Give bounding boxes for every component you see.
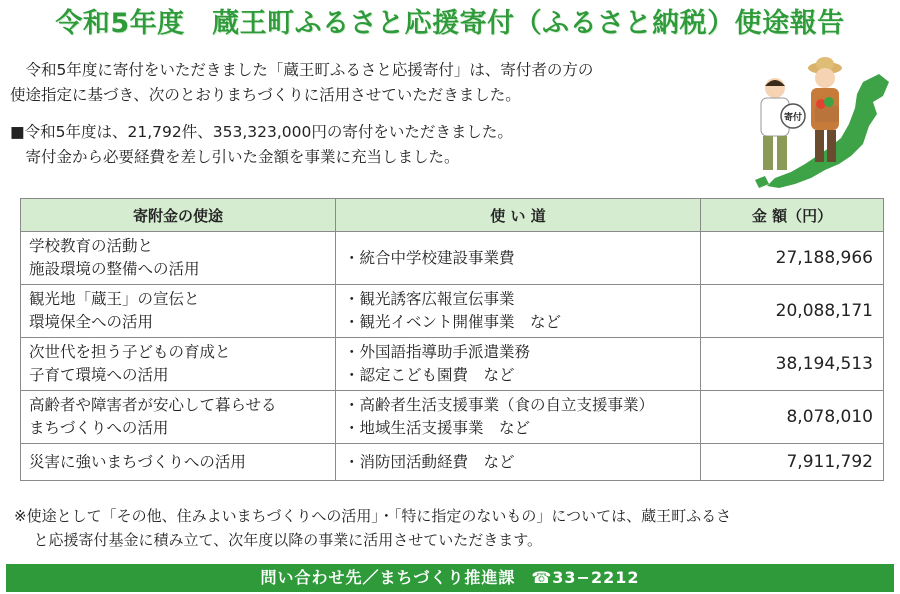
footnote	[14, 504, 890, 552]
table-row	[21, 232, 884, 285]
amount-cell: 27,188,966	[701, 232, 884, 285]
purpose-cell: 災害に強いまちづくりへの活用	[21, 444, 336, 481]
table-row	[21, 444, 884, 481]
table-row	[21, 338, 884, 391]
table-row	[21, 285, 884, 338]
purpose-cell: 学校教育の活動と 施設環境の整備への活用	[21, 232, 336, 285]
contact-label: 問い合わせ先／まちづくり推進課	[260, 568, 516, 587]
contact-footer	[6, 564, 894, 592]
uses-cell: ・観光誘客広報宣伝事業 ・観光イベント開催事業 など	[336, 285, 701, 338]
header-uses: 使 い 道	[336, 199, 701, 232]
uses-cell: ・消防団活動経費 など	[336, 444, 701, 481]
phone-number: ☎33−2212	[531, 568, 640, 587]
purpose-cell: 観光地「蔵王」の宣伝と 環境保全への活用	[21, 285, 336, 338]
table-row	[21, 391, 884, 444]
donation-sign-text: 寄付	[783, 113, 803, 123]
purpose-cell: 高齢者や障害者が安心して暮らせる まちづくりへの活用	[21, 391, 336, 444]
header-purpose: 寄附金の使途	[21, 199, 336, 232]
usage-table	[20, 198, 884, 481]
uses-cell: ・高齢者生活支援事業（食の自立支援事業） ・地域生活支援事業 など	[336, 391, 701, 444]
amount-cell: 20,088,171	[701, 285, 884, 338]
donor-figure	[761, 78, 805, 170]
footnote-line-1: ※使途として「その他、住みよいまちづくりへの活用」・「特に指定のないもの」については、蔵王町ふるさ	[14, 507, 732, 525]
intro-line-1: 令和5年度に寄付をいただきました「蔵王町ふるさと応援寄付」は、寄付者の方の	[25, 61, 594, 79]
footnote-line-2: と応援寄付基金に積み立て、次年度以降の事業に活用させていただきます。	[33, 531, 543, 549]
donation-summary: ■令和5年度は、21,792件、353,323,000円の寄付をいただきました。	[10, 123, 513, 141]
amount-cell: 8,078,010	[701, 391, 884, 444]
donation-illustration	[745, 52, 893, 192]
purpose-cell: 次世代を担う子どもの育成と 子育て環境への活用	[21, 338, 336, 391]
page-title: 令和5年度 蔵王町ふるさと応援寄付（ふるさと納税）使途報告	[55, 8, 845, 39]
table-header-row	[21, 199, 884, 232]
intro-section	[10, 58, 730, 170]
header-amount: 金 額（円）	[701, 199, 884, 232]
uses-cell: ・外国語指導助手派遣業務 ・認定こども園費 など	[336, 338, 701, 391]
intro-line-2: 使途指定に基づき、次のとおりまちづくりに活用させていただきました。	[10, 86, 521, 104]
amount-cell: 38,194,513	[701, 338, 884, 391]
uses-cell: ・統合中学校建設事業費	[336, 232, 701, 285]
amount-cell: 7,911,792	[701, 444, 884, 481]
donation-summary-sub: 寄付金から必要経費を差し引いた金額を事業に充当しました。	[25, 148, 460, 166]
